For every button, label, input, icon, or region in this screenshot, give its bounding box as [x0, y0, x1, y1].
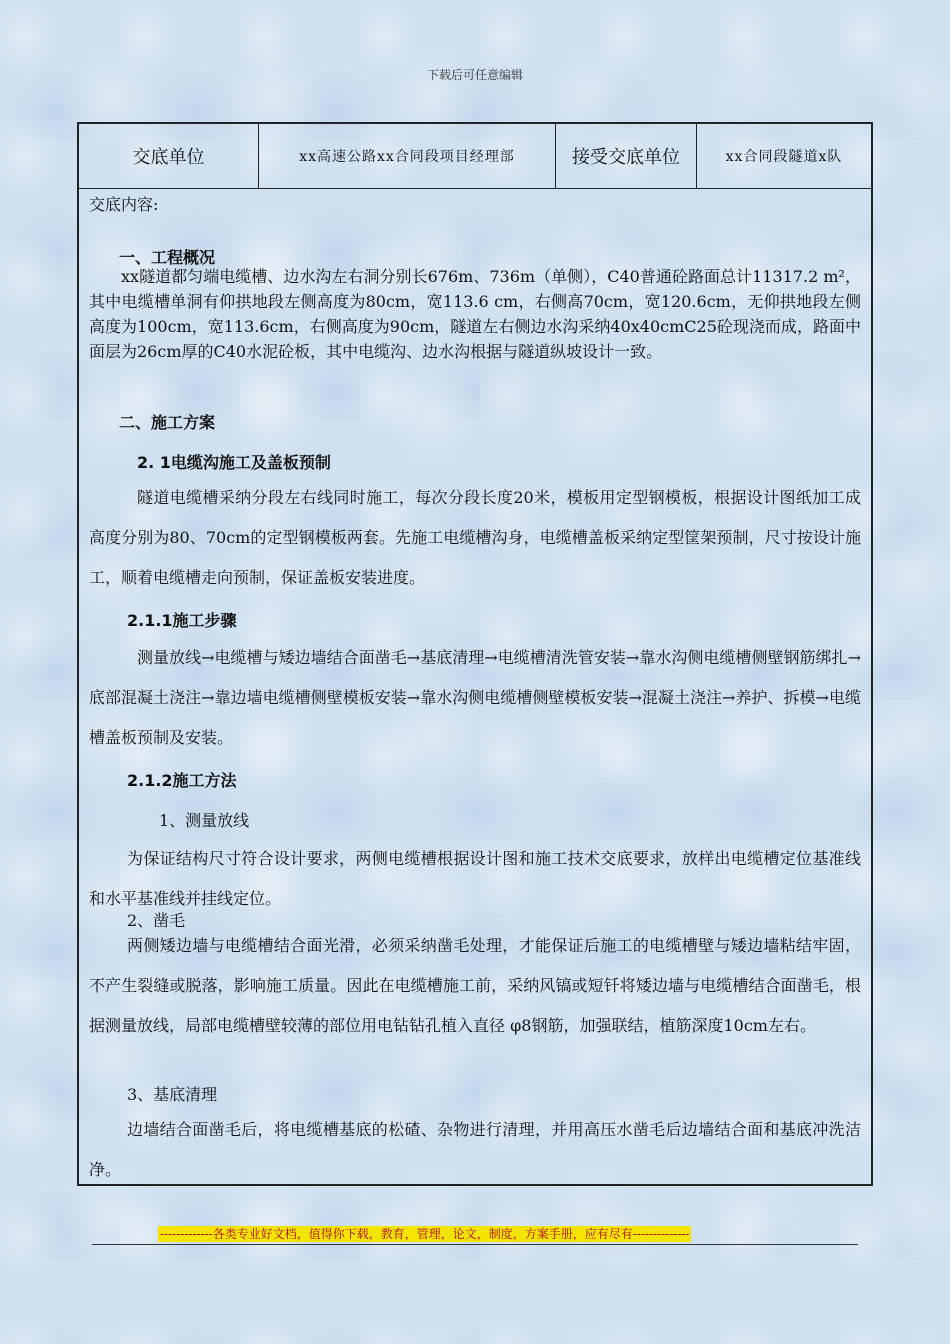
issuing-unit-label: 交底单位: [79, 124, 259, 188]
disclosure-form: [77, 122, 873, 1186]
section-2-1-body: 隧道电缆槽采纳分段左右线同时施工，每次分段长度20米，模板用定型钢模板，根据设计图纸加工成高度分别为80、70cm的定型钢模板两套。先施工电缆槽沟身，电缆槽盖板采纳定型筐架预制，尺寸按设计施工，顺着电缆槽走向预制，保证盖板安装进度。: [89, 488, 861, 587]
section-2-1-title: 2. 1电缆沟施工及盖板预制: [137, 453, 331, 472]
section-2-title: 二、施工方案: [119, 413, 216, 432]
item-2-body: 两侧矮边墙与电缆槽结合面光滑，必须采纳凿毛处理，才能保证后施工的电缆槽壁与矮边墙粘结牢固，不产生裂缝或脱落，影响施工质量。因此在电缆槽施工前，采纳风镐或短钎将矮边墙与电缆槽结合面凿毛，根据测量放线，局部电缆槽壁较薄的部位用电钻钻孔植入直径 φ8钢筋，加强联结，植筋深度10cm左右。: [89, 936, 861, 1035]
issuing-unit-value: xx高速公路xx合同段项目经理部: [259, 124, 556, 188]
item-1-title: 1、测量放线: [159, 811, 250, 830]
content-intro: 交底内容:: [89, 195, 159, 214]
section-2-1-2-title: 2.1.2施工方法: [127, 771, 237, 790]
section-2-1-1-body: 测量放线→电缆槽与矮边墙结合面凿毛→基底清理→电缆槽清洗管安装→靠水沟侧电缆槽侧壁钢筋绑扎→底部混凝土浇注→靠边墙电缆槽侧壁模板安装→靠水沟侧电缆槽侧壁模板安装→混凝土浇注→养护、拆模→电缆槽盖板预制及安装。: [89, 648, 861, 747]
receiving-unit-value: xx合同段隧道x队: [725, 149, 843, 165]
item-3-body: 边墙结合面凿毛后，将电缆槽基底的松碴、杂物进行清理，并用高压水凿毛后边墙结合面和基底冲洗洁净。: [89, 1120, 861, 1179]
item-2-title: 2、凿毛: [127, 911, 186, 930]
section-1-body: xx隧道都匀端电缆槽、边水沟左右洞分别长676m、736m（单侧），C40普通砼路面总计11317.2 m²，其中电缆槽单洞有仰拱地段左侧高度为80cm，宽113.6 cm，右侧高70cm，宽120.6cm，无仰拱地段左侧高度为100cm，宽113.6cm，右侧高度为90cm，隧道左右侧边水沟采纳40x40cmC25砼现浇而成，路面中面层为26cm厚的C40水泥砼板，其中电缆沟、边水沟根据与隧道纵坡设计一致。: [89, 267, 861, 361]
section-1-title: 一、工程概况: [119, 248, 216, 267]
header-row: [79, 124, 871, 189]
top-note: 下载后可任意编辑: [426, 68, 523, 82]
footer-banner: -------------各类专业好文档，值得你下载，教育，管理，论文，制度，方案手册，应有尽有--------------: [160, 1227, 690, 1241]
item-1-body: 为保证结构尺寸符合设计要求，两侧电缆槽根据设计图和施工技术交底要求，放样出电缆槽定位基准线和水平基准线并挂线定位。: [89, 849, 861, 908]
footer-divider: [92, 1244, 858, 1245]
receiving-unit-label: 接受交底单位: [556, 124, 697, 188]
section-2-1-1-title: 2.1.1施工步骤: [127, 611, 237, 630]
item-3-title: 3、基底清理: [127, 1085, 218, 1104]
